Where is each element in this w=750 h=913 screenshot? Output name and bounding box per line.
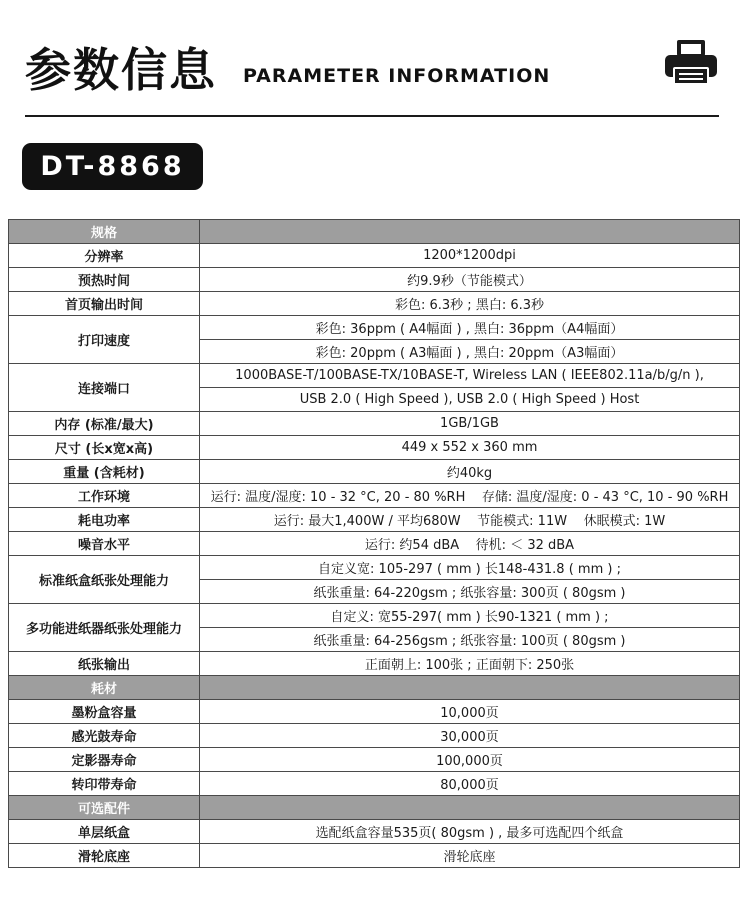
row-value: 纸张重量: 64-256gsm ; 纸张容量: 100页 ( 80gsm ): [200, 628, 740, 652]
spec-table: [8, 219, 740, 868]
row-label: 内存 (标准/最大): [9, 412, 200, 436]
table-row: [9, 316, 740, 340]
table-row: [9, 652, 740, 676]
table-row: [9, 556, 740, 580]
table-row: [9, 508, 740, 532]
header-divider: [25, 115, 719, 117]
row-value: 100,000页: [200, 748, 740, 772]
section-header: [9, 676, 740, 700]
table-row: [9, 364, 740, 388]
table-row: [9, 412, 740, 436]
row-value: 运行: 约54 dBA 待机: ＜ 32 dBA: [200, 532, 740, 556]
row-value: 约9.9秒（节能模式）: [200, 268, 740, 292]
row-label: 工作环境: [9, 484, 200, 508]
section-header: [9, 796, 740, 820]
table-row: [9, 268, 740, 292]
row-value: 自定义: 宽55-297( mm ) 长90-1321 ( mm ) ;: [200, 604, 740, 628]
row-label: 耗电功率: [9, 508, 200, 532]
row-label: 纸张输出: [9, 652, 200, 676]
row-value: 30,000页: [200, 724, 740, 748]
row-value: 彩色: 20ppm ( A3幅面 ) , 黑白: 20ppm（A3幅面）: [200, 340, 740, 364]
table-row: [9, 772, 740, 796]
section-filler: [200, 220, 740, 244]
table-row: [9, 460, 740, 484]
row-value: 1GB/1GB: [200, 412, 740, 436]
section-filler: [200, 676, 740, 700]
section-title: 可选配件: [9, 796, 200, 820]
row-label: 感光鼓寿命: [9, 724, 200, 748]
row-label: 重量 (含耗材): [9, 460, 200, 484]
row-value: 正面朝上: 100张 ; 正面朝下: 250张: [200, 652, 740, 676]
row-value: 449 x 552 x 360 mm: [200, 436, 740, 460]
row-value: USB 2.0 ( High Speed ), USB 2.0 ( High Speed ) Host: [200, 388, 740, 412]
row-value: 运行: 最大1,400W / 平均680W 节能模式: 11W 休眠模式: 1W: [200, 508, 740, 532]
table-row: [9, 604, 740, 628]
row-label: 分辨率: [9, 244, 200, 268]
table-row: [9, 244, 740, 268]
table-row: [9, 532, 740, 556]
page-subtitle: PARAMETER INFORMATION: [243, 65, 551, 87]
row-label: 定影器寿命: [9, 748, 200, 772]
row-label: 连接端口: [9, 364, 200, 412]
row-value: 选配纸盒容量535页( 80gsm ) , 最多可选配四个纸盒: [200, 820, 740, 844]
table-row: [9, 844, 740, 868]
row-label: 单层纸盒: [9, 820, 200, 844]
row-value: 10,000页: [200, 700, 740, 724]
row-value: 1200*1200dpi: [200, 244, 740, 268]
table-row: [9, 820, 740, 844]
row-value: 1000BASE-T/100BASE-TX/10BASE-T, Wireless LAN ( IEEE802.11a/b/g/n ),: [200, 364, 740, 388]
table-row: [9, 748, 740, 772]
row-label: 多功能进纸器纸张处理能力: [9, 604, 200, 652]
row-label: 预热时间: [9, 268, 200, 292]
row-value: 约40kg: [200, 460, 740, 484]
row-label: 滑轮底座: [9, 844, 200, 868]
section-header: [9, 220, 740, 244]
page-title: 参数信息: [25, 43, 217, 97]
row-label: 尺寸 (长x宽x高): [9, 436, 200, 460]
row-label: 噪音水平: [9, 532, 200, 556]
row-label: 墨粉盒容量: [9, 700, 200, 724]
row-value: 彩色: 6.3秒 ; 黑白: 6.3秒: [200, 292, 740, 316]
row-label: 打印速度: [9, 316, 200, 364]
table-row: [9, 436, 740, 460]
table-row: [9, 292, 740, 316]
table-row: [9, 700, 740, 724]
section-filler: [200, 796, 740, 820]
table-row: [9, 484, 740, 508]
section-title: 耗材: [9, 676, 200, 700]
model-badge: DT-8868: [22, 143, 203, 190]
row-label: 首页输出时间: [9, 292, 200, 316]
row-label: 转印带寿命: [9, 772, 200, 796]
row-value: 自定义宽: 105-297 ( mm ) 长148-431.8 ( mm ) ;: [200, 556, 740, 580]
table-row: [9, 724, 740, 748]
row-label: 标准纸盒纸张处理能力: [9, 556, 200, 604]
row-value: 运行: 温度/湿度: 10 - 32 °C, 20 - 80 %RH 存储: 温度/湿度: 0 - 43 °C, 10 - 90 %RH: [200, 484, 740, 508]
section-title: 规格: [9, 220, 200, 244]
row-value: 纸张重量: 64-220gsm ; 纸张容量: 300页 ( 80gsm ): [200, 580, 740, 604]
row-value: 彩色: 36ppm ( A4幅面 ) , 黑白: 36ppm（A4幅面）: [200, 316, 740, 340]
row-value: 80,000页: [200, 772, 740, 796]
row-value: 滑轮底座: [200, 844, 740, 868]
printer-icon: [664, 38, 718, 86]
